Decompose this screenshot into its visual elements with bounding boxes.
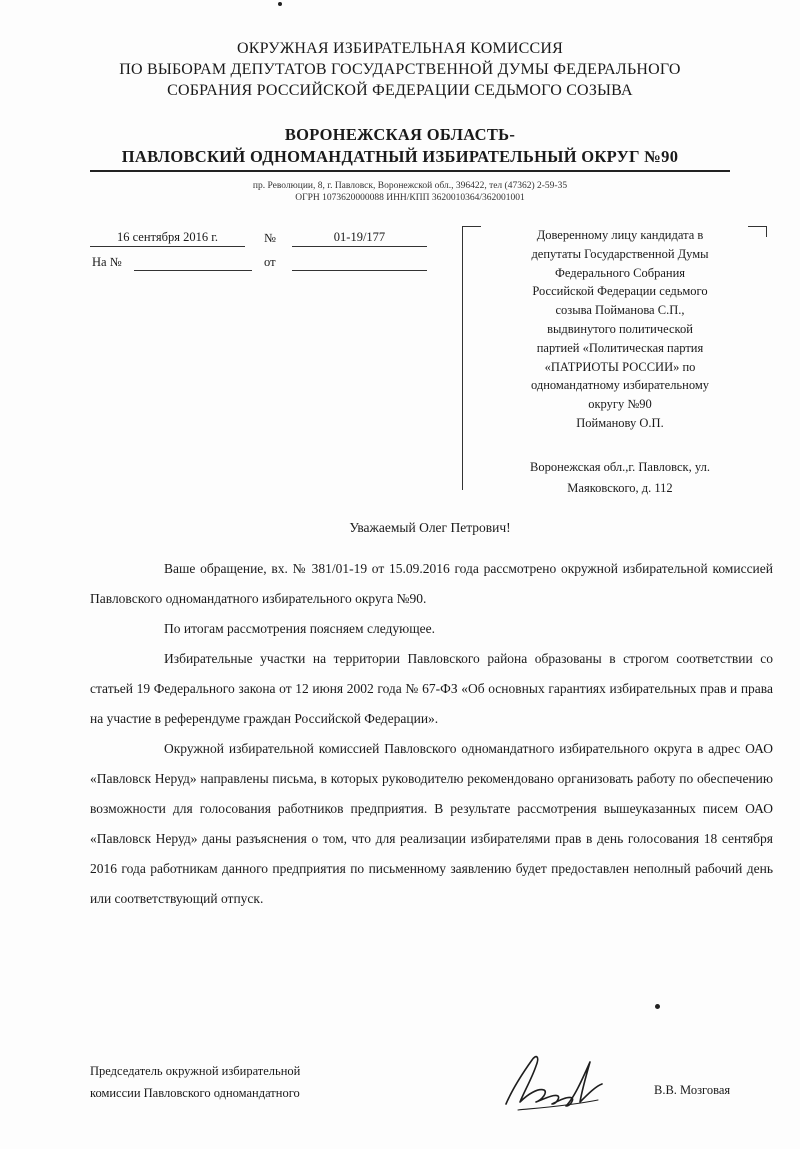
reply-from-label: от bbox=[264, 255, 276, 269]
signatory-name: В.В. Мозговая bbox=[654, 1083, 731, 1097]
issuer-line: ПО ВЫБОРАМ ДЕПУТАТОВ ГОСУДАРСТВЕННОЙ ДУМЫ ФЕДЕРАЛЬНОГО bbox=[119, 61, 681, 78]
handwritten-signature bbox=[498, 1040, 618, 1120]
body-paragraph: Избирательные участки на территории Павловского района образованы в строгом соответствии со статьей 19 Федерального закона от 12 июня 2002 года № 67-ФЗ «Об основных гарантиях избирательных прав и права на участие в референдуме граждан Российской Федерации». bbox=[90, 651, 773, 726]
header-divider bbox=[90, 170, 730, 172]
salutation: Уважаемый Олег Петрович! bbox=[349, 520, 511, 535]
addressee-address bbox=[480, 457, 760, 499]
issuer-organization bbox=[60, 38, 740, 101]
addressee-line: созыва Пойманова С.П., bbox=[555, 303, 685, 318]
signatory-position-line: Председатель окружной избирательной bbox=[90, 1064, 301, 1078]
addressee-line: депутаты Государственной Думы bbox=[531, 246, 709, 261]
outgoing-number-label: № bbox=[264, 231, 276, 245]
scan-speck bbox=[655, 1004, 660, 1009]
addressee-line: партией «Политическая партия bbox=[536, 340, 704, 355]
addressee-line: округу №90 bbox=[588, 397, 652, 412]
issuer-line: ОКРУЖНАЯ ИЗБИРАТЕЛЬНАЯ КОМИССИЯ bbox=[236, 40, 564, 57]
addressee-line: Доверенному лицу кандидата в bbox=[536, 228, 704, 242]
addressee bbox=[480, 226, 760, 433]
reply-to-label: На № bbox=[92, 255, 122, 269]
issuer-region bbox=[60, 124, 740, 168]
region-line: ПАВЛОВСКИЙ ОДНОМАНДАТНЫЙ ИЗБИРАТЕЛЬНЫЙ ОКРУГ №90 bbox=[121, 147, 679, 166]
scan-speck bbox=[278, 2, 282, 6]
body-paragraph: Ваше обращение, вх. № 381/01-19 от 15.09.2016 года рассмотрено окружной избирательной комиссией Павловского одномандатного избирательного округа №90. bbox=[90, 561, 773, 606]
addressee-address-line: Воронежская обл.,г. Павловск, ул. bbox=[530, 460, 710, 474]
body-paragraph: По итогам рассмотрения поясняем следующее. bbox=[164, 621, 435, 636]
letter-body bbox=[90, 554, 773, 914]
outgoing-number: 01-19/177 bbox=[292, 230, 427, 247]
signatory-position bbox=[90, 1060, 430, 1104]
signatory-position-line: комиссии Павловского одномандатного bbox=[90, 1086, 300, 1100]
issuer-address bbox=[150, 180, 670, 204]
addressee-line: выдвинутого политической bbox=[547, 321, 693, 336]
address-line: пр. Революции, 8, г. Павловск, Воронежской обл., 396422, тел (47362) 2-59-35 bbox=[252, 181, 568, 191]
addressee-bracket-top-left bbox=[462, 226, 481, 237]
addressee-line: Пойманову О.П. bbox=[576, 415, 664, 430]
reply-from-date-field bbox=[292, 254, 427, 271]
addressee-line: Федерального Собрания bbox=[554, 265, 686, 280]
addressee-bracket-side bbox=[462, 228, 464, 490]
reply-to-number-field bbox=[134, 254, 252, 271]
address-line: ОГРН 1073620000088 ИНН/КПП 3620010364/362001001 bbox=[295, 193, 525, 203]
outgoing-date: 16 сентября 2016 г. bbox=[90, 230, 245, 247]
addressee-line: Российской Федерации седьмого bbox=[532, 284, 708, 299]
addressee-line: одномандатному избирательному bbox=[530, 378, 709, 393]
addressee-line: «ПАТРИОТЫ РОССИИ» по bbox=[544, 359, 696, 374]
body-paragraph: Окружной избирательной комиссией Павловского одномандатного избирательного округа в адрес ОАО «Павловск Неруд» направлены письма, в которых руководителю рекомендовано организовать работу по обеспечению возможности для голосования работников предприятия. В результате рассмотрения вышеуказанных писем ОАО «Павловск Неруд» даны разъяснения о том, что для реализации избирателями прав в день голосования 18 сентября 2016 года работникам данного предприятия по письменному заявлению будет предоставлен неполный рабочий день или соответствующий отпуск. bbox=[90, 741, 773, 906]
region-line: ВОРОНЕЖСКАЯ ОБЛАСТЬ- bbox=[284, 125, 516, 144]
addressee-address-line: Маяковского, д. 112 bbox=[567, 481, 673, 495]
issuer-line: СОБРАНИЯ РОССИЙСКОЙ ФЕДЕРАЦИИ СЕДЬМОГО СОЗЫВА bbox=[167, 82, 633, 99]
